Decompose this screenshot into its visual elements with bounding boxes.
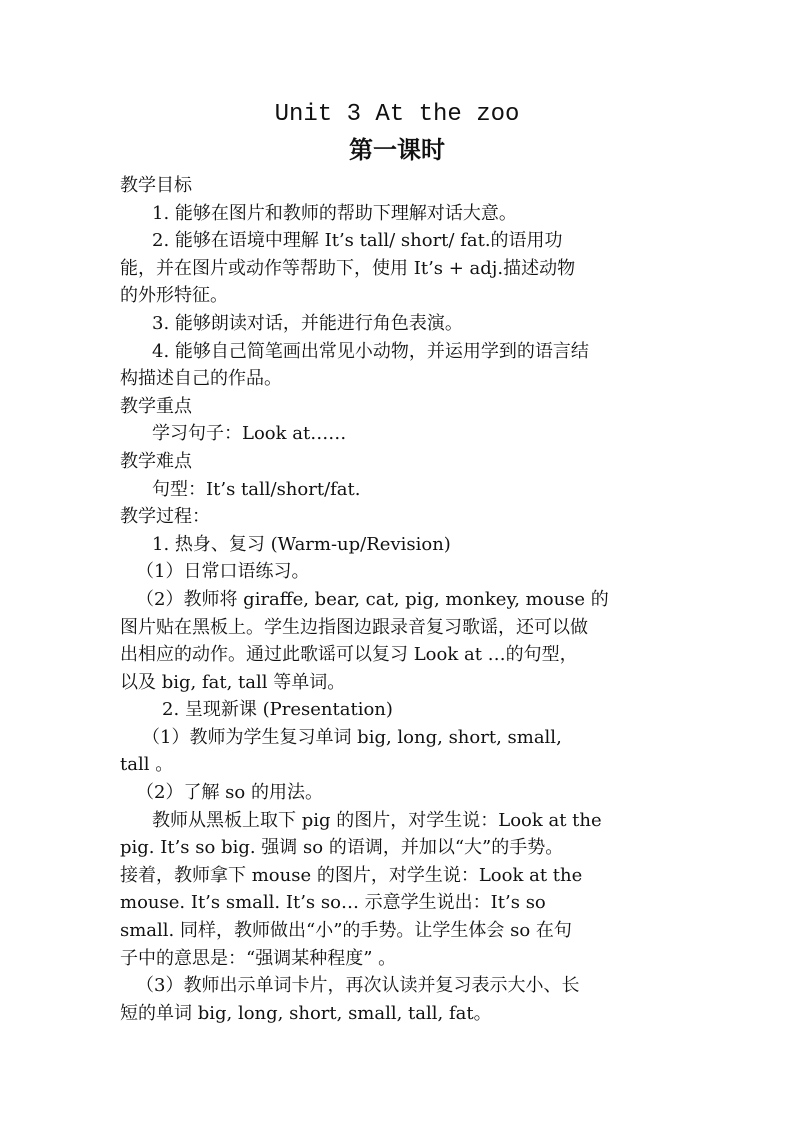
heading-procedure: 教学过程： <box>120 506 210 528</box>
step-2-item-3-line-1: （3）教师出示单词卡片，再次认读并复习表示大小、长 <box>136 975 580 997</box>
detail-line-5: small. 同样，教师做出“小”的手势。让学生体会 so 在句 <box>120 920 572 942</box>
step-1-item-2-line-1: （2）教师将 giraffe, bear, cat, pig, monkey, mouse 的 <box>136 588 609 610</box>
step-1-item-1: （1）日常口语练习。 <box>136 561 310 583</box>
step-1-item-2 <box>120 586 674 696</box>
key-point-text: 学习句子：Look at…… <box>152 423 347 445</box>
heading-objectives: 教学目标 <box>120 175 192 196</box>
step-1-heading: 1. 热身、复习 (Warm-up/Revision) <box>152 533 451 555</box>
objective-3: 3. 能够朗读对话，并能进行角色表演。 <box>152 312 463 334</box>
step-2-item-1-line-2: tall 。 <box>120 754 174 776</box>
step-2-item-2: （2）了解 so 的用法。 <box>136 782 323 804</box>
step-1-item-2-line-3: 出相应的动作。通过此歌谣可以复习 Look at …的句型， <box>120 644 578 666</box>
objective-1: 1. 能够在图片和教师的帮助下理解对话大意。 <box>152 202 517 224</box>
objective-4 <box>120 338 674 393</box>
difficulty-text: 句型：It’s tall/short/fat. <box>152 478 361 500</box>
step-1-item-2-line-4: 以及 big, fat, tall 等单词。 <box>120 671 346 693</box>
detail-line-4: mouse. It’s small. It’s so… 示意学生说出：It’s so <box>120 892 546 914</box>
step-1-item-2-line-2: 图片贴在黑板上。学生边指图边跟录音复习歌谣，还可以做 <box>120 616 588 638</box>
objective-4-line-1: 4. 能够自己简笔画出常见小动物，并运用学到的语言结 <box>152 340 589 362</box>
step-2-item-1-line-1: （1）教师为学生复习单词 big, long, short, small, <box>142 726 562 748</box>
objective-2-line-1: 2. 能够在语境中理解 It’s tall/ short/ fat.的语用功 <box>152 230 563 252</box>
title-chinese: 第一课时 <box>349 135 445 164</box>
objective-2 <box>120 227 674 310</box>
objective-2-line-3: 的外形特征。 <box>120 285 228 307</box>
detail-line-6: 子中的意思是：“强调某种程度” 。 <box>120 947 397 969</box>
step-2-heading: 2. 呈现新课 (Presentation) <box>162 699 393 721</box>
heading-difficulties: 教学难点 <box>120 450 192 472</box>
heading-key-points: 教学重点 <box>120 395 192 417</box>
step-2-item-3-line-2: 短的单词 big, long, short, small, tall, fat。 <box>120 1002 492 1024</box>
step-2-item-3 <box>120 972 674 1027</box>
objective-2-line-2: 能，并在图片或动作等帮助下，使用 It’s + adj.描述动物 <box>120 257 576 279</box>
step-2-item-1 <box>120 724 674 779</box>
detail-line-2: pig. It’s so big. 强调 so 的语调，并加以“大”的手势。 <box>120 837 564 859</box>
title-english: Unit 3 At the zoo <box>274 101 520 128</box>
detail-line-3: 接着，教师拿下 mouse 的图片，对学生说：Look at the <box>120 864 583 886</box>
step-2-item-2-detail <box>120 807 674 973</box>
detail-line-1: 教师从黑板上取下 pig 的图片，对学生说：Look at the <box>152 809 602 831</box>
document-page <box>120 98 674 1027</box>
objective-4-line-2: 构描述自己的作品。 <box>120 368 282 390</box>
